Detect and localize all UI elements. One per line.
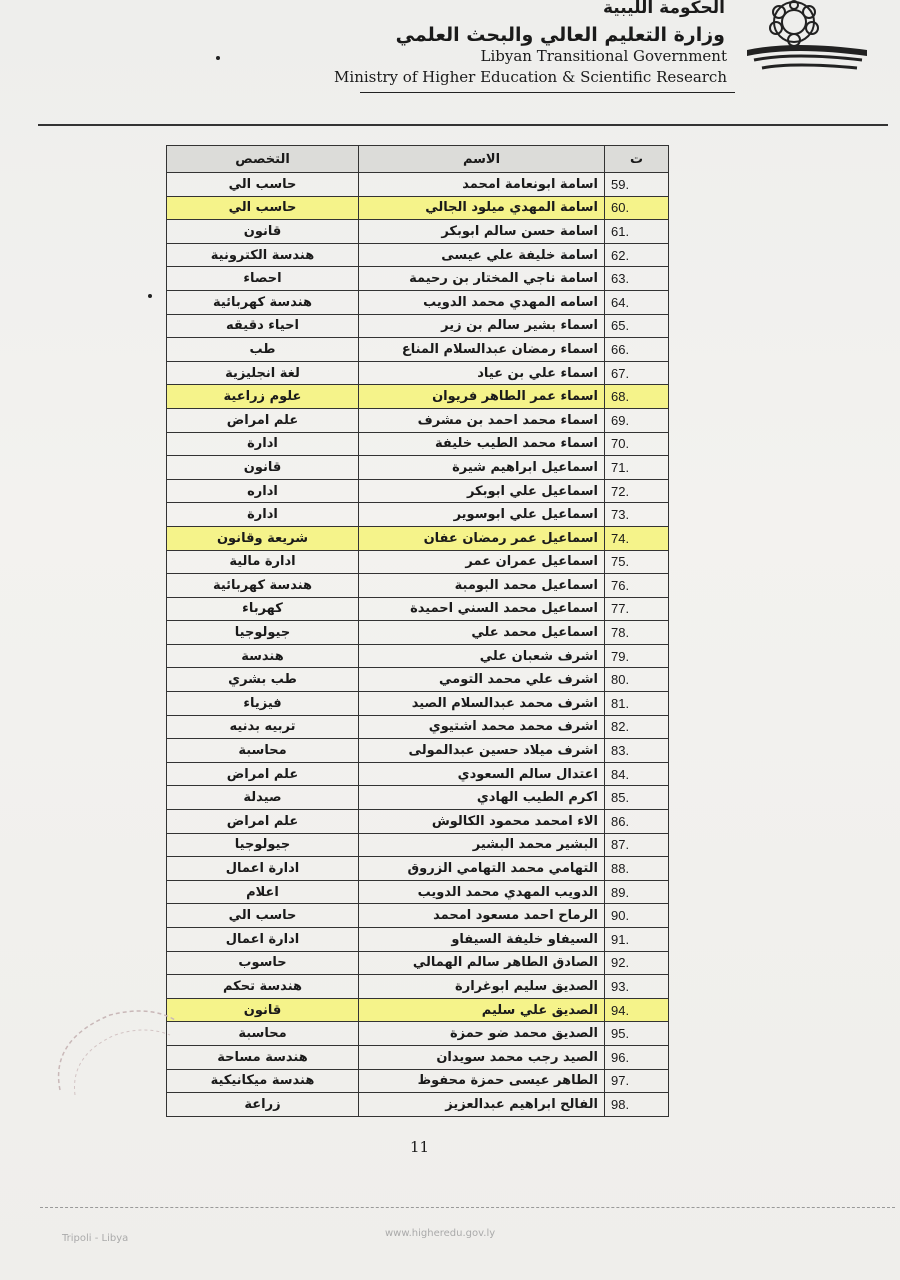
- row-name: الطاهر عيسى حمزة محفوظ: [359, 1069, 605, 1093]
- table-row: [167, 432, 669, 456]
- page-number: 11: [410, 1138, 430, 1156]
- row-name: الاء امحمد محمود الكالوش: [359, 810, 605, 834]
- table-row: [167, 1022, 669, 1046]
- row-specialization: ادارة اعمال: [167, 928, 359, 952]
- table-row: [167, 739, 669, 763]
- row-specialization: كهرباء: [167, 597, 359, 621]
- row-number: 79.: [605, 644, 669, 668]
- row-name: اشرف شعبان علي: [359, 644, 605, 668]
- row-name: اسماء محمد الطيب خليفة: [359, 432, 605, 456]
- row-specialization: احصاء: [167, 267, 359, 291]
- row-number: 77.: [605, 597, 669, 621]
- row-number: 75.: [605, 550, 669, 574]
- row-specialization: ادارة اعمال: [167, 857, 359, 881]
- row-name: الصديق محمد ضو حمزة: [359, 1022, 605, 1046]
- row-name: اسامة ناجي المختار بن رحيمة: [359, 267, 605, 291]
- row-name: اسماء علي بن عياد: [359, 361, 605, 385]
- row-specialization: تربيه بدنيه: [167, 715, 359, 739]
- table-row: [167, 904, 669, 928]
- row-specialization: طب بشري: [167, 668, 359, 692]
- table-row: [167, 597, 669, 621]
- table-row: [167, 1069, 669, 1093]
- row-specialization: هندسة تحكم: [167, 975, 359, 999]
- row-number: 69.: [605, 408, 669, 432]
- row-number: 78.: [605, 621, 669, 645]
- row-number: 85.: [605, 786, 669, 810]
- row-name: اسماعيل علي ابوسوير: [359, 503, 605, 527]
- row-specialization: محاسبة: [167, 739, 359, 763]
- row-specialization: صيدلة: [167, 786, 359, 810]
- table-row: [167, 857, 669, 881]
- table-row: [167, 880, 669, 904]
- table-row: [167, 314, 669, 338]
- row-name: اعتدال سالم السعودي: [359, 762, 605, 786]
- row-name: الصديق سليم ابوغرارة: [359, 975, 605, 999]
- speck: [216, 56, 220, 60]
- row-number: 67.: [605, 361, 669, 385]
- row-name: اسامة المهدي ميلود الجالي: [359, 196, 605, 220]
- row-number: 68.: [605, 385, 669, 409]
- row-number: 86.: [605, 810, 669, 834]
- table-row: [167, 786, 669, 810]
- row-name: اشرف ميلاد حسين عبدالمولى: [359, 739, 605, 763]
- row-name: اشرف محمد محمد اشتيوي: [359, 715, 605, 739]
- row-specialization: طب: [167, 338, 359, 362]
- row-specialization: حاسب الي: [167, 904, 359, 928]
- row-number: 87.: [605, 833, 669, 857]
- row-number: 90.: [605, 904, 669, 928]
- row-specialization: حاسب الي: [167, 196, 359, 220]
- row-specialization: ادارة مالية: [167, 550, 359, 574]
- table-row: [167, 928, 669, 952]
- table-header-row: [167, 146, 669, 173]
- table-row: [167, 833, 669, 857]
- row-number: 83.: [605, 739, 669, 763]
- table-row: [167, 715, 669, 739]
- row-name: اسماء عمر الطاهر فريوان: [359, 385, 605, 409]
- table-row: [167, 267, 669, 291]
- row-number: 84.: [605, 762, 669, 786]
- row-number: 60.: [605, 196, 669, 220]
- row-name: الفالح ابراهيم عبدالعزيز: [359, 1093, 605, 1117]
- row-name: اسماعيل محمد السني احميدة: [359, 597, 605, 621]
- row-name: اكرم الطيب الهادي: [359, 786, 605, 810]
- table-row: [167, 1093, 669, 1117]
- row-number: 96.: [605, 1045, 669, 1069]
- row-number: 61.: [605, 220, 669, 244]
- row-specialization: هندسة: [167, 644, 359, 668]
- table-body: [167, 173, 669, 1117]
- row-specialization: هندسة كهربائية: [167, 290, 359, 314]
- table-row: [167, 220, 669, 244]
- row-name: اسامة حسن سالم ابوبكر: [359, 220, 605, 244]
- row-name: الصديق علي سليم: [359, 998, 605, 1022]
- row-name: اشرف علي محمد التومي: [359, 668, 605, 692]
- table-row: [167, 668, 669, 692]
- row-specialization: علم امراض: [167, 810, 359, 834]
- row-specialization: اداره: [167, 479, 359, 503]
- row-specialization: حاسوب: [167, 951, 359, 975]
- table-row: [167, 456, 669, 480]
- row-number: 70.: [605, 432, 669, 456]
- row-number: 72.: [605, 479, 669, 503]
- row-name: اسامة خليفة علي عيسى: [359, 243, 605, 267]
- row-name: اسماعيل عمر رمضان عفان: [359, 526, 605, 550]
- row-number: 95.: [605, 1022, 669, 1046]
- table-row: [167, 998, 669, 1022]
- column-header-specialization: التخصص: [167, 146, 359, 173]
- row-number: 76.: [605, 574, 669, 598]
- row-number: 74.: [605, 526, 669, 550]
- row-specialization: هندسة مساحة: [167, 1045, 359, 1069]
- table-row: [167, 975, 669, 999]
- row-specialization: علم امراض: [167, 762, 359, 786]
- row-number: 73.: [605, 503, 669, 527]
- row-specialization: احياء دقيقه: [167, 314, 359, 338]
- faded-stamp: [40, 1000, 180, 1100]
- row-specialization: هندسة الكترونية: [167, 243, 359, 267]
- row-number: 59.: [605, 173, 669, 197]
- row-specialization: هندسة ميكانيكية: [167, 1069, 359, 1093]
- row-specialization: لغة انجليزية: [167, 361, 359, 385]
- row-name: البشير محمد البشير: [359, 833, 605, 857]
- table-row: [167, 385, 669, 409]
- row-name: اسماء محمد احمد بن مشرف: [359, 408, 605, 432]
- row-number: 89.: [605, 880, 669, 904]
- table-row: [167, 503, 669, 527]
- speck: [148, 294, 152, 298]
- row-number: 91.: [605, 928, 669, 952]
- row-name: السيفاو خليفة السيفاو: [359, 928, 605, 952]
- table-row: [167, 762, 669, 786]
- row-name: التهامي محمد التهامي الزروق: [359, 857, 605, 881]
- row-specialization: حاسب الي: [167, 173, 359, 197]
- row-specialization: اعلام: [167, 880, 359, 904]
- table-row: [167, 644, 669, 668]
- row-number: 81.: [605, 692, 669, 716]
- row-name: الدويب المهدي محمد الدويب: [359, 880, 605, 904]
- row-name: الرماح احمد مسعود امحمد: [359, 904, 605, 928]
- row-number: 88.: [605, 857, 669, 881]
- row-specialization: قانون: [167, 456, 359, 480]
- row-specialization: علوم زراعية: [167, 385, 359, 409]
- row-name: اسماعيل علي ابوبكر: [359, 479, 605, 503]
- row-specialization: ادارة: [167, 432, 359, 456]
- ministry-logo-icon: [742, 0, 872, 80]
- row-specialization: قانون: [167, 220, 359, 244]
- row-number: 66.: [605, 338, 669, 362]
- table-row: [167, 692, 669, 716]
- ministry-name-english: Ministry of Higher Education & Scientific Research: [334, 68, 727, 86]
- row-name: اسماعيل عمران عمر: [359, 550, 605, 574]
- government-name-arabic: الحكومة الليبية: [602, 0, 725, 18]
- row-number: 63.: [605, 267, 669, 291]
- row-number: 65.: [605, 314, 669, 338]
- row-number: 93.: [605, 975, 669, 999]
- row-number: 92.: [605, 951, 669, 975]
- letterhead-underline: [360, 92, 735, 93]
- row-number: 62.: [605, 243, 669, 267]
- row-number: 97.: [605, 1069, 669, 1093]
- footer-address: Tripoli - Libya: [62, 1233, 129, 1244]
- footer-divider: [40, 1207, 895, 1208]
- header-divider: [38, 124, 888, 126]
- row-specialization: قانون: [167, 998, 359, 1022]
- column-header-number: ت: [605, 146, 669, 173]
- table-row: [167, 361, 669, 385]
- table-row: [167, 951, 669, 975]
- row-number: 80.: [605, 668, 669, 692]
- row-name: الصيد رجب محمد سويدان: [359, 1045, 605, 1069]
- names-table: [166, 145, 669, 1117]
- table-row: [167, 196, 669, 220]
- row-specialization: زراعة: [167, 1093, 359, 1117]
- row-number: 94.: [605, 998, 669, 1022]
- row-specialization: جيولوجيا: [167, 621, 359, 645]
- row-name: اسماء رمضان عبدالسلام المناع: [359, 338, 605, 362]
- table-row: [167, 173, 669, 197]
- row-specialization: ادارة: [167, 503, 359, 527]
- row-specialization: محاسبة: [167, 1022, 359, 1046]
- table-row: [167, 810, 669, 834]
- column-header-name: الاسم: [359, 146, 605, 173]
- table-row: [167, 574, 669, 598]
- letterhead: [334, 0, 735, 110]
- row-name: اشرف محمد عبدالسلام الصيد: [359, 692, 605, 716]
- row-number: 71.: [605, 456, 669, 480]
- row-name: اسامه المهدي محمد الدويب: [359, 290, 605, 314]
- table-row: [167, 408, 669, 432]
- table-row: [167, 550, 669, 574]
- table-row: [167, 290, 669, 314]
- table-row: [167, 621, 669, 645]
- row-name: اسامة ابونعامة امحمد: [359, 173, 605, 197]
- row-specialization: فيزياء: [167, 692, 359, 716]
- row-name: اسماعيل محمد البومبة: [359, 574, 605, 598]
- table-row: [167, 479, 669, 503]
- row-name: اسماعيل ابراهيم شيرة: [359, 456, 605, 480]
- table-row: [167, 1045, 669, 1069]
- footer-website: www.higheredu.gov.ly: [385, 1228, 496, 1239]
- row-specialization: هندسة كهربائية: [167, 574, 359, 598]
- row-specialization: علم امراض: [167, 408, 359, 432]
- row-name: اسماء بشير سالم بن زير: [359, 314, 605, 338]
- table-row: [167, 243, 669, 267]
- row-specialization: شريعة وقانون: [167, 526, 359, 550]
- ministry-name-arabic: وزارة التعليم العالي والبحث العلمي: [395, 24, 725, 46]
- row-name: اسماعيل محمد علي: [359, 621, 605, 645]
- row-number: 98.: [605, 1093, 669, 1117]
- table-row: [167, 526, 669, 550]
- row-specialization: جيولوجيا: [167, 833, 359, 857]
- row-number: 82.: [605, 715, 669, 739]
- government-name-english: Libyan Transitional Government: [480, 47, 727, 65]
- row-name: الصادق الطاهر سالم الهمالي: [359, 951, 605, 975]
- row-number: 64.: [605, 290, 669, 314]
- table-row: [167, 338, 669, 362]
